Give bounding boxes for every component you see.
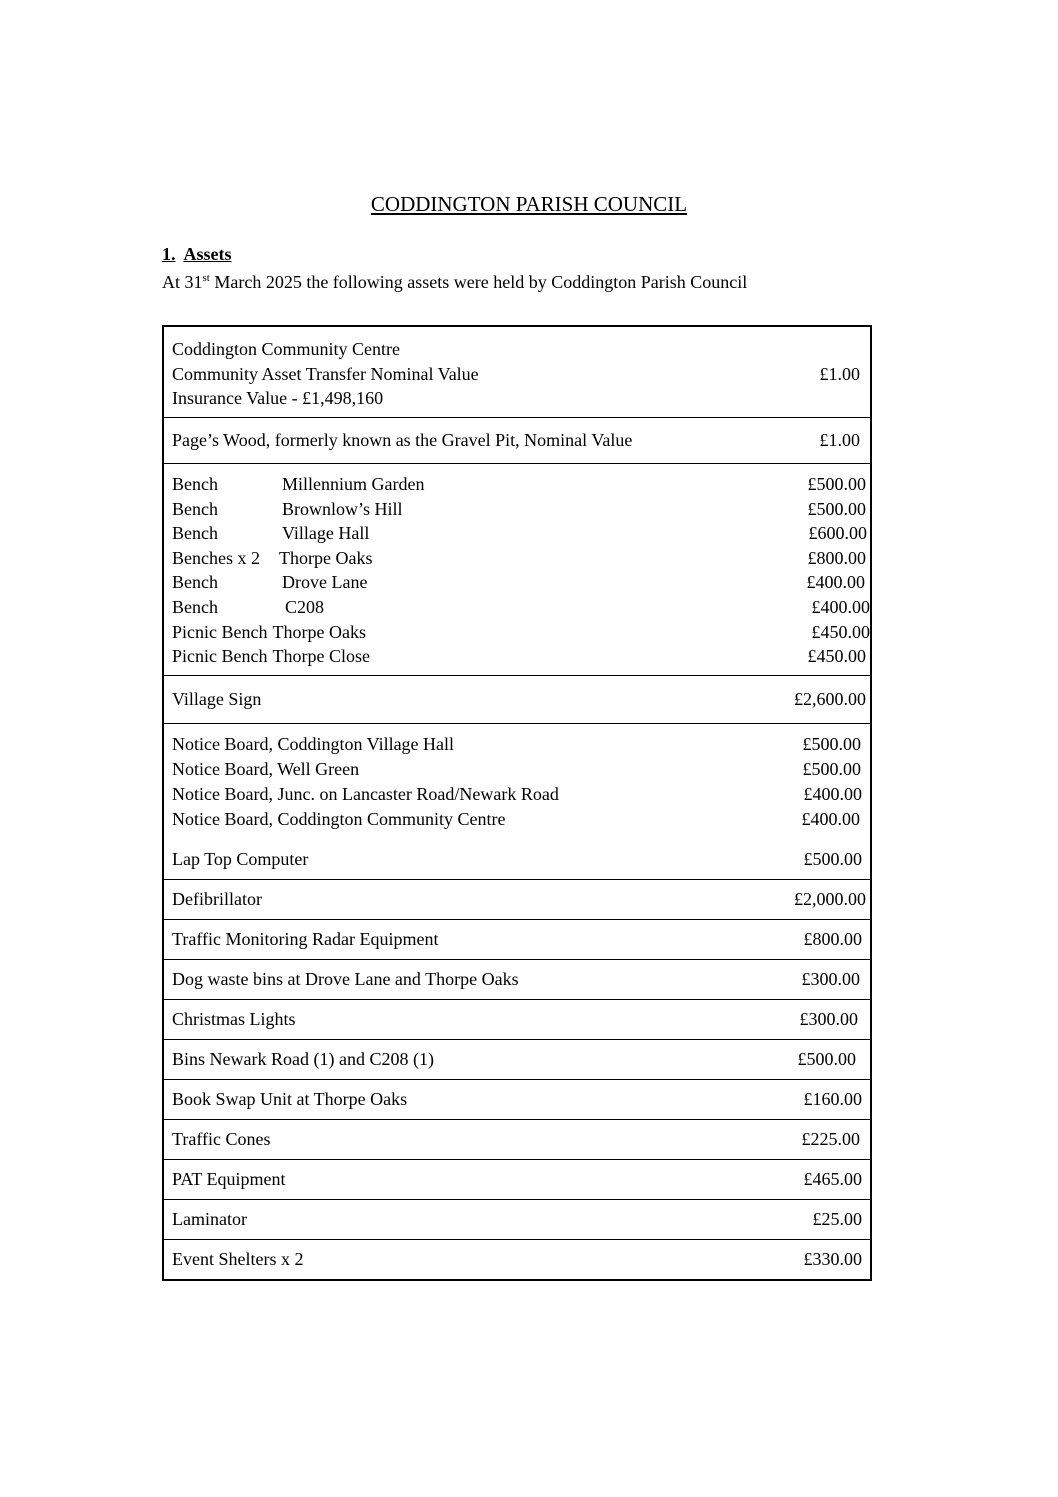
- bench-value: £450.00: [807, 646, 866, 667]
- item-desc: Laminator: [172, 1209, 247, 1230]
- document-title: CODDINGTON PARISH COUNCIL: [370, 192, 688, 216]
- table-row: [164, 1159, 870, 1199]
- item-desc: Christmas Lights: [172, 1009, 296, 1030]
- item-value: £330.00: [803, 1249, 862, 1270]
- item-value: £500.00: [797, 1049, 856, 1070]
- bench-type: Bench: [172, 523, 218, 544]
- item-desc: PAT Equipment: [172, 1169, 286, 1190]
- bench-type: Bench: [172, 572, 218, 593]
- notice-board-value: £400.00: [801, 809, 860, 829]
- notice-board-line: [172, 782, 862, 807]
- intro-before: At 31: [162, 272, 203, 292]
- section-number: 1.: [162, 244, 176, 264]
- item-desc: Lap Top Computer: [172, 848, 309, 869]
- notice-board-value: £500.00: [802, 759, 861, 779]
- item-value: £300.00: [801, 969, 860, 990]
- table-row-notice-boards: [164, 723, 870, 839]
- bench-location: Thorpe Oaks: [279, 547, 373, 568]
- notice-board-desc: Notice Board, Junc. on Lancaster Road/Newark Road: [172, 784, 559, 804]
- item-value: £225.00: [801, 1129, 860, 1150]
- item-desc: Dog waste bins at Drove Lane and Thorpe Oaks: [172, 969, 519, 990]
- table-row: [164, 1079, 870, 1119]
- bench-type: Bench: [172, 498, 218, 519]
- bench-type: Benches x 2: [172, 547, 260, 568]
- village-sign-desc: Village Sign: [172, 689, 262, 710]
- table-row-community-centre: [164, 327, 870, 417]
- bench-value: £400.00: [811, 596, 870, 617]
- bench-location: Drove Lane: [282, 572, 368, 593]
- item-desc: Traffic Cones: [172, 1129, 271, 1150]
- notice-board-desc: Notice Board, Coddington Village Hall: [172, 734, 455, 754]
- bench-value: £450.00: [811, 621, 870, 642]
- notice-board-line: [172, 807, 862, 832]
- table-row: [164, 839, 870, 879]
- community-centre-value: £1.00: [819, 363, 860, 384]
- item-value: £25.00: [812, 1209, 862, 1230]
- intro-superscript: st: [202, 272, 210, 284]
- village-sign-value: £2,600.00: [794, 689, 866, 710]
- bench-line: [172, 620, 870, 645]
- bench-location: Village Hall: [282, 523, 370, 544]
- item-desc: Defibrillator: [172, 889, 262, 910]
- table-row: [164, 879, 870, 919]
- bench-value: £600.00: [808, 523, 867, 544]
- notice-board-value: £400.00: [803, 784, 862, 804]
- table-row: [164, 1239, 870, 1279]
- item-desc: Bins Newark Road (1) and C208 (1): [172, 1049, 434, 1070]
- item-desc: Event Shelters x 2: [172, 1249, 304, 1270]
- notice-board-desc: Notice Board, Well Green: [172, 759, 360, 779]
- bench-type: Bench: [172, 474, 218, 494]
- notice-board-line: [172, 757, 862, 782]
- bench-value: £800.00: [807, 547, 866, 568]
- assets-table: [162, 325, 872, 1281]
- notice-board-line: [172, 732, 862, 757]
- section-heading: [162, 243, 232, 265]
- bench-line: [172, 521, 870, 546]
- bench-location: Millennium Garden: [282, 474, 425, 494]
- bench-line: [172, 546, 870, 571]
- table-row: [164, 1119, 870, 1159]
- item-value: £160.00: [803, 1089, 862, 1110]
- table-row: [164, 919, 870, 959]
- section-label: Assets: [183, 244, 232, 264]
- table-row: [164, 1039, 870, 1079]
- item-value: £300.00: [799, 1009, 858, 1030]
- table-row: [164, 959, 870, 999]
- bench-line: [172, 570, 870, 595]
- item-value: £800.00: [803, 929, 862, 950]
- bench-location: Brownlow’s Hill: [282, 498, 403, 519]
- item-desc: Book Swap Unit at Thorpe Oaks: [172, 1089, 408, 1110]
- community-centre-transfer: Community Asset Transfer Nominal Value: [172, 363, 479, 384]
- bench-value: £500.00: [807, 474, 866, 494]
- table-row-benches: [164, 463, 870, 675]
- item-value: £465.00: [803, 1169, 862, 1190]
- bench-value: £500.00: [807, 498, 866, 519]
- bench-line: [172, 472, 870, 497]
- item-value: £500.00: [803, 848, 862, 869]
- notice-board-value: £500.00: [802, 734, 861, 754]
- table-row: [164, 1199, 870, 1239]
- bench-type: Picnic Bench: [172, 646, 268, 667]
- bench-line: [172, 497, 870, 522]
- intro-text: [162, 271, 747, 293]
- bench-value: £400.00: [806, 572, 865, 593]
- item-desc: Traffic Monitoring Radar Equipment: [172, 929, 439, 950]
- bench-type: Bench: [172, 596, 218, 617]
- bench-line: [172, 644, 870, 669]
- community-centre-name: Coddington Community Centre: [172, 339, 400, 359]
- intro-after: March 2025 the following assets were held by Coddington Parish Council: [209, 272, 748, 292]
- table-row-village-sign: [164, 675, 870, 723]
- bench-location: Thorpe Oaks: [272, 621, 366, 642]
- bench-line: [172, 595, 870, 620]
- pages-wood-value: £1.00: [819, 430, 860, 451]
- notice-board-desc: Notice Board, Coddington Community Centre: [172, 809, 506, 829]
- table-row: [164, 999, 870, 1039]
- community-centre-insurance: Insurance Value - £1,498,160: [172, 388, 384, 409]
- pages-wood-desc: Page’s Wood, formerly known as the Gravel Pit, Nominal Value: [172, 430, 633, 451]
- table-row-pages-wood: [164, 417, 870, 463]
- bench-location: Thorpe Close: [272, 646, 370, 667]
- item-value: £2,000.00: [794, 889, 866, 910]
- bench-location: C208: [285, 596, 325, 617]
- bench-type: Picnic Bench: [172, 621, 268, 642]
